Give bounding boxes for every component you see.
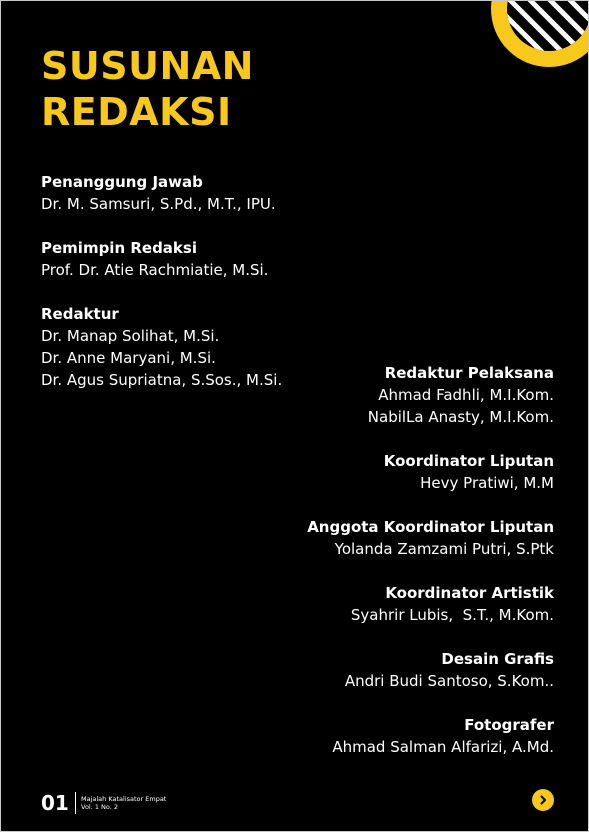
person-name: Ahmad Fadhli, M.I.Kom. [378, 386, 554, 404]
person-name: Dr. Manap Solihat, M.Si. [41, 327, 220, 345]
section-heading: Pemimpin Redaksi [41, 239, 197, 257]
chevron-right-icon [538, 795, 548, 805]
magazine-page [1, 1, 588, 831]
page-number: 01 [41, 791, 69, 815]
title-line-2: REDAKSI [41, 90, 232, 134]
person-name: Prof. Dr. Atie Rachmiatie, M.Si. [41, 261, 269, 279]
footer-divider [75, 792, 76, 814]
volume-info: Vol. 1 No. 2 [81, 803, 119, 811]
next-page-button[interactable] [532, 789, 554, 811]
person-name: Hevy Pratiwi, M.M [420, 474, 554, 492]
section-heading: Penanggung Jawab [41, 173, 203, 191]
footer-publication-info [81, 795, 166, 811]
credit-section [254, 450, 554, 494]
section-heading: Redaktur [41, 305, 119, 323]
section-heading: Anggota Koordinator Liputan [307, 518, 554, 536]
section-heading: Koordinator Liputan [383, 452, 554, 470]
person-name: Syahrir Lubis, S.T., M.Kom. [350, 606, 554, 624]
person-name: Dr. M. Samsuri, S.Pd., M.T., IPU. [41, 195, 276, 213]
section-heading: Redaktur Pelaksana [384, 364, 554, 382]
credit-section [254, 362, 554, 428]
credit-section [254, 582, 554, 626]
person-name: Dr. Agus Supriatna, S.Sos., M.Si. [41, 371, 283, 389]
person-name: Ahmad Salman Alfarizi, A.Md. [332, 738, 554, 756]
credit-section [41, 171, 341, 215]
page-title [41, 43, 254, 135]
right-credits-column [254, 362, 554, 780]
credit-section [41, 237, 341, 281]
magazine-name: Majalah Katalisator Empat [81, 795, 167, 803]
section-heading: Koordinator Artistik [385, 584, 554, 602]
credit-section [254, 516, 554, 560]
person-name: Dr. Anne Maryani, M.Si. [41, 349, 216, 367]
section-heading: Desain Grafis [441, 650, 554, 668]
person-name: Andri Budi Santoso, S.Kom.. [344, 672, 554, 690]
person-name: NabilLa Anasty, M.I.Kom. [367, 408, 554, 426]
section-heading: Fotografer [464, 716, 554, 734]
title-line-1: SUSUNAN [41, 44, 254, 88]
striped-circle-decoration [471, 1, 588, 83]
credit-section [254, 648, 554, 692]
credit-section [254, 714, 554, 758]
person-name: Yolanda Zamzami Putri, S.Ptk [334, 540, 554, 558]
